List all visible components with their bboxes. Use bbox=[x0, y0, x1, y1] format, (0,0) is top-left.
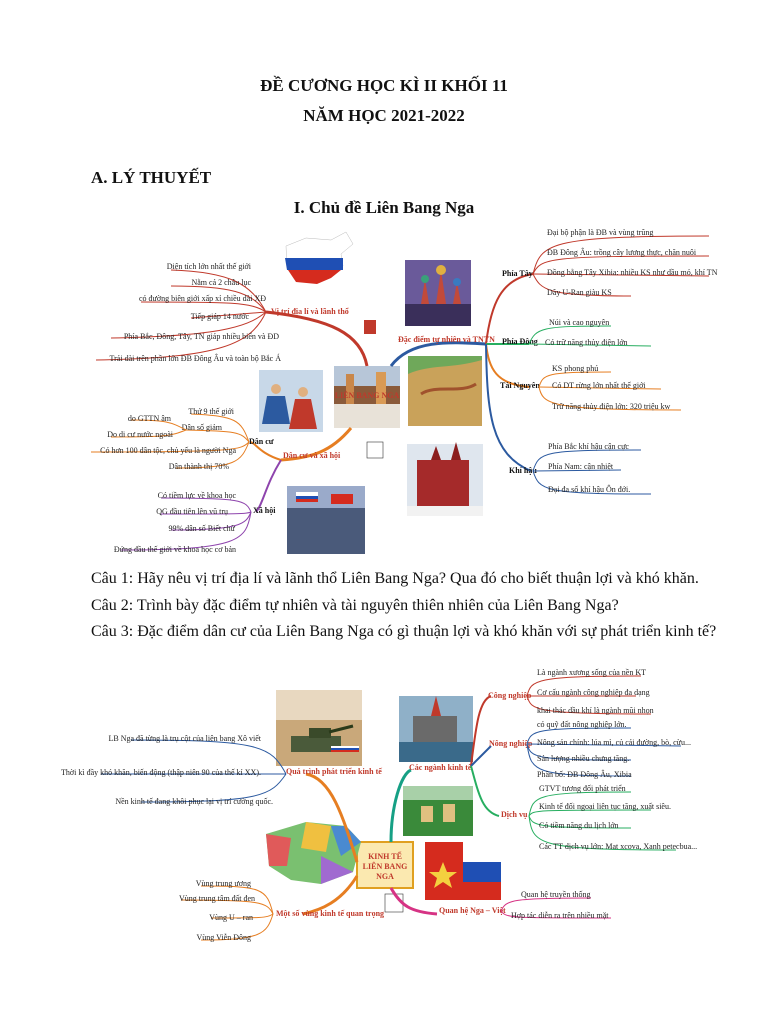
dan-cu-sub-item: Do di cư nước ngoài bbox=[107, 430, 173, 439]
tai-nguyen-branch bbox=[500, 364, 681, 411]
phia-tay-item: Đại bộ phận là ĐB và vùng trũng bbox=[547, 228, 654, 237]
qua-trinh-items bbox=[61, 734, 286, 806]
phia-tay-label: Phía Tây bbox=[502, 269, 533, 278]
dich-vu-item: Các TT dịch vụ lớn: Mat xcova, Xanh petecbua... bbox=[539, 842, 698, 851]
vietnam-russia-flags-photo bbox=[425, 842, 501, 900]
dich-vu-item: Kinh tế đối ngoại liên tục tăng, xuất siêu. bbox=[539, 802, 671, 811]
dich-vu-label: Dịch vụ bbox=[501, 810, 528, 819]
qua-trinh-item: LB Nga đã từng là trụ cột của liên bang Xô viết bbox=[108, 734, 261, 743]
question-1: Câu 1: Hãy nêu vị trí địa lí và lãnh thổ Liên Bang Nga? Qua đó cho biết thuận lợi và khó khăn. bbox=[91, 570, 699, 587]
center-label-line1: KINH TẾ bbox=[368, 852, 402, 861]
phia-dong-item: Núi và cao nguyên bbox=[549, 318, 610, 327]
center-node bbox=[334, 366, 400, 428]
qua-trinh-label: Quá trình phát triển kinh tế bbox=[286, 767, 382, 776]
xa-hoi-item: Có tiềm lực về khoa học bbox=[157, 491, 236, 500]
phia-tay-item: Đồng bằng Tây Xibia: nhiều KS như dầu mỏ, khí TN bbox=[547, 268, 718, 277]
vung-label: Một số vùng kinh tế quan trọng bbox=[276, 909, 385, 918]
qua-trinh-item: Nền kinh tế đang khôi phục lại vị trí cường quốc. bbox=[115, 797, 273, 806]
vung-branch bbox=[179, 879, 384, 942]
school-logo-icon bbox=[364, 320, 376, 334]
xa-hoi-label: Xã hội bbox=[253, 506, 276, 515]
economy-mindmap bbox=[61, 666, 698, 946]
question-2: Câu 2: Trình bày đặc điểm tự nhiên và tài nguyên thiên nhiên của Liên Bang Nga? bbox=[91, 597, 619, 614]
nong-nghiep-branch bbox=[489, 720, 691, 779]
xa-hoi-item: QG đầu tiên lên vũ trụ bbox=[156, 507, 228, 516]
dan-cu-item: Thứ 9 thế giới bbox=[188, 407, 234, 416]
question-3: Câu 3: Đặc điểm dân cư của Liên Bang Nga có gì thuận lợi và khó khăn với sự phát triển kinh tế? bbox=[91, 623, 717, 640]
dan-cu-label: Dân cư bbox=[249, 437, 274, 446]
dan-cu-item: Dân số giảm bbox=[181, 423, 222, 432]
branch-vi-tri: Vị trí địa lí và lãnh thổ bbox=[271, 307, 349, 316]
cong-nghiep-item: Là ngành xương sống của nền KT bbox=[537, 668, 646, 677]
phia-tay-item: Dãy U-Ran giàu KS bbox=[547, 288, 612, 297]
vung-item: Vùng U – ran bbox=[209, 913, 253, 922]
tai-nguyen-label: Tài Nguyên bbox=[500, 381, 540, 390]
quan-he-item: Hợp tác diễn ra trên nhiều mặt bbox=[511, 911, 609, 920]
nong-nghiep-item: có quỹ đất nông nghiệp lớn. bbox=[537, 720, 627, 729]
nong-nghiep-label: Nông nghiệp bbox=[489, 739, 533, 748]
khi-hau-label: Khí hậu bbox=[509, 466, 537, 475]
red-square-photo bbox=[407, 442, 483, 516]
cac-nganh-label: Các ngành kinh tế bbox=[409, 763, 472, 772]
center-label: LIÊN BANG NGA bbox=[334, 391, 400, 400]
farm-photo bbox=[403, 786, 473, 836]
quan-he-item: Quan hệ truyền thống bbox=[521, 890, 591, 899]
topic-heading: I. Chủ đề Liên Bang Nga bbox=[293, 198, 475, 217]
vung-item: Vùng trung ương bbox=[195, 879, 251, 888]
dich-vu-item: Có tiềm năng du lịch lớn bbox=[539, 821, 619, 830]
khi-hau-branch bbox=[509, 442, 651, 494]
dan-cu-item: Có hơn 100 dân tộc, chủ yếu là người Nga bbox=[100, 446, 236, 455]
phia-dong-item: Có trữ năng thủy điện lớn bbox=[545, 338, 628, 347]
quan-he-label: Quan hệ Nga – Việt bbox=[439, 906, 506, 915]
phia-dong-branch bbox=[502, 318, 651, 347]
economy-center-node bbox=[357, 842, 413, 888]
khi-hau-item: Phía Nam: cận nhiệt bbox=[548, 462, 614, 471]
cong-nghiep-item: Cơ cấu ngành công nghiệp đa dạng bbox=[537, 688, 650, 697]
dan-cu-item: Dân thành thị 70% bbox=[168, 462, 229, 471]
vi-tri-item: Diện tích lớn nhất thế giới bbox=[166, 262, 251, 271]
vi-tri-item: có đường biên giới xấp xỉ chiều dài XĐ bbox=[139, 294, 266, 303]
russia-relief-map-photo bbox=[408, 356, 482, 426]
section-heading: A. LÝ THUYẾT bbox=[91, 168, 212, 187]
qua-trinh-item: Thời kì đầy khó khăn, biến động (thập niên 90 của thế kỉ XX). bbox=[61, 768, 261, 777]
dan-cu-branch bbox=[91, 407, 281, 471]
oil-rig-photo bbox=[399, 696, 473, 762]
center-label-line2: LIÊN BANG bbox=[362, 862, 408, 871]
xa-hoi-item: Đứng đầu thế giới về khoa học cơ bản bbox=[113, 545, 236, 554]
khi-hau-item: Đại đa số khí hậu Ôn đới. bbox=[548, 485, 631, 494]
nong-nghiep-item: Sản lượng nhiều chưng tăng. bbox=[537, 754, 630, 763]
tai-nguyen-item: KS phong phú bbox=[552, 364, 599, 373]
xa-hoi-branch bbox=[114, 460, 281, 554]
kremlin-photo bbox=[405, 260, 471, 326]
russia-flag-map-image bbox=[285, 232, 353, 284]
branch-dan-cu-xa-hoi: Dân cư và xã hội bbox=[283, 451, 341, 460]
cong-nghiep-branch bbox=[488, 668, 654, 715]
tai-nguyen-item: Có DT rừng lớn nhất thế giới bbox=[552, 381, 646, 390]
dich-vu-branch bbox=[501, 784, 697, 851]
nong-nghiep-item: Phân bố: ĐB Đông Âu, Xibia bbox=[537, 770, 632, 779]
russia-mindmap bbox=[91, 224, 718, 560]
tai-nguyen-item: Trữ năng thủy điện lớn: 320 triệu kw bbox=[552, 402, 671, 411]
nong-nghiep-item: Nông sản chính: lúa mì, củ cải đường, bò, cừu... bbox=[537, 738, 691, 747]
vi-tri-item: Trải dài trên phần lớn ĐB Đông Âu và toàn bộ Bắc Á bbox=[109, 354, 281, 363]
vi-tri-item: Phía Bắc, Đông, Tây, TN giáp nhiều biển và ĐD bbox=[123, 332, 279, 341]
crowd-photo bbox=[287, 486, 365, 554]
vung-item: Vùng trung tâm đất đen bbox=[179, 894, 255, 903]
vung-item: Vùng Viễn Đông bbox=[196, 933, 251, 942]
khi-hau-item: Phía Bắc khí hậu cận cực bbox=[548, 442, 629, 451]
dich-vu-item: GTVT tương đối phát triển bbox=[539, 784, 626, 793]
phia-dong-label: Phía Đông bbox=[502, 337, 538, 346]
document-title: ĐỀ CƯƠNG HỌC KÌ II KHỐI 11 bbox=[260, 76, 508, 95]
school-year: NĂM HỌC 2021-2022 bbox=[303, 106, 465, 125]
cong-nghiep-label: Công nghiệp bbox=[488, 691, 532, 700]
school-logo-icon bbox=[367, 442, 383, 458]
vi-tri-item: Nằm cả 2 châu lục bbox=[191, 278, 251, 287]
vi-tri-item: Tiếp giáp 14 nước bbox=[190, 312, 249, 321]
center-label-line3: NGA bbox=[376, 872, 394, 881]
cong-nghiep-item: khai thác dầu khí là ngành mũi nhọn bbox=[537, 706, 654, 715]
vi-tri-items bbox=[96, 262, 281, 363]
branch-dac-diem: Đặc điểm tự nhiên và TNTN bbox=[398, 335, 495, 344]
folk-dance-photo bbox=[259, 370, 323, 432]
tank-parade-photo bbox=[276, 690, 362, 766]
phia-tay-item: ĐB Đông Âu: trồng cây lương thực, chăn nuôi bbox=[547, 248, 697, 257]
phia-tay-branch bbox=[502, 228, 718, 297]
xa-hoi-item: 99% dân số Biết chữ bbox=[168, 524, 235, 533]
dan-cu-sub-item: do GTTN âm bbox=[127, 414, 171, 423]
